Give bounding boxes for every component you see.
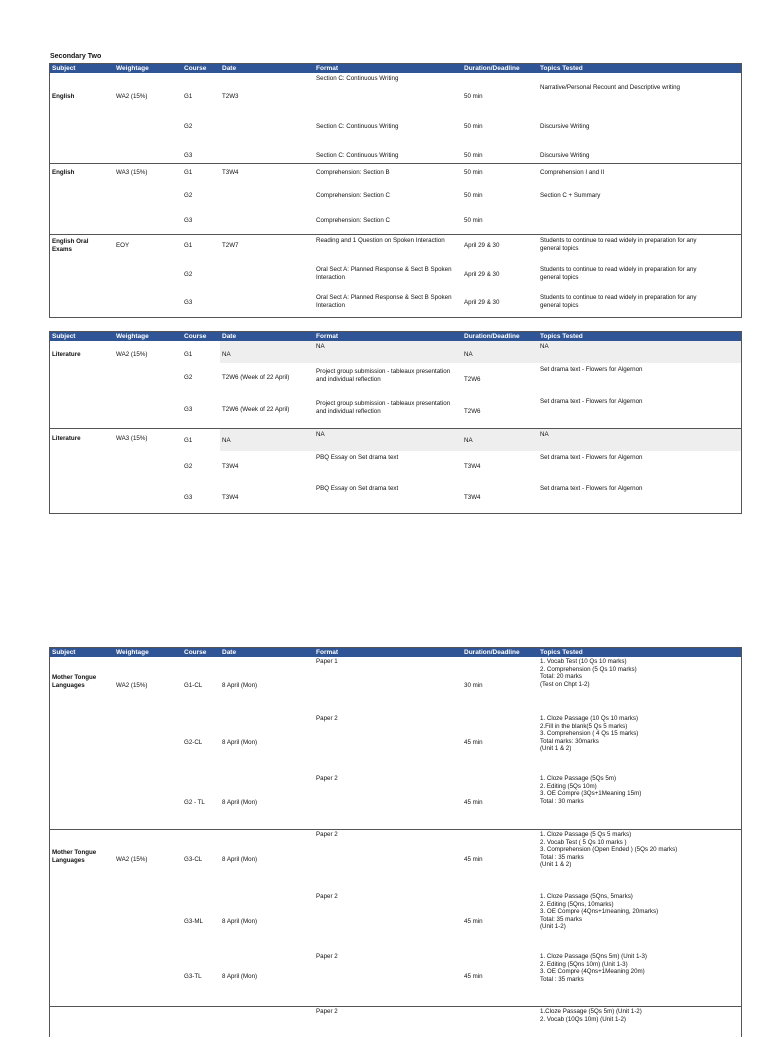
course-cell: G1 (184, 242, 193, 249)
course-cell: G3 (184, 217, 193, 224)
header-format: Format (316, 65, 339, 72)
topics-cell: NA (540, 431, 549, 438)
topic-line: 2. Editing (5Qs 10m) (540, 782, 597, 790)
duration-cell: T3W4 (464, 494, 481, 501)
subject-cell: Mother Tongue Languages (52, 674, 97, 689)
date-cell: T2W3 (222, 93, 239, 100)
course-cell: G1 (184, 351, 193, 358)
topic-line: 2.Fill in the blank(5 Qs 5 marks) (540, 722, 628, 730)
topic-line: 2. Vocab (10Qs 10m) (Unit 1-2) (540, 1015, 626, 1023)
course-cell: G3 (184, 299, 193, 306)
course-cell: G2 (184, 271, 193, 278)
topics-cell: Set drama text - Flowers for Algernon (540, 398, 643, 405)
header-topics: Topics Tested (540, 333, 583, 340)
topic-line: Total: 35 marks (540, 915, 582, 923)
duration-cell: April 29 & 30 (464, 242, 500, 249)
header-duration: Duration/Deadline (464, 65, 520, 72)
table-row (50, 953, 741, 1003)
table-row (50, 893, 741, 948)
duration-cell: 45 min (464, 799, 483, 806)
date-cell: 8 April (Mon) (222, 918, 258, 925)
topic-line: Total : 30 marks (540, 797, 584, 805)
topics-cell (540, 715, 740, 753)
table-row (50, 658, 741, 713)
format-cell: Comprehension: Section C (316, 192, 390, 199)
topics-cell: Set drama text - Flowers for Algernon (540, 366, 643, 373)
format-cell: PBQ Essay on Set drama text (316, 485, 399, 492)
course-cell: G2 (184, 374, 193, 381)
topic-line: 3. OE Compre (4Qns+1Meaning 20m) (540, 968, 645, 976)
topics-cell: Section C + Summary (540, 192, 601, 199)
subject-cell: English Oral Exams (52, 238, 89, 253)
header-subject: Subject (52, 649, 76, 656)
course-cell: G1 (184, 93, 193, 100)
topics-cell: Comprehension I and II (540, 169, 605, 176)
format-cell: PBQ Essay on Set drama text (316, 454, 399, 461)
topic-line: (Test on Chpt 1-2) (540, 680, 590, 688)
header-duration: Duration/Deadline (464, 333, 520, 340)
header-format: Format (316, 333, 339, 340)
topics-cell: Set drama text - Flowers for Algernon (540, 454, 643, 461)
topic-line: 2. Comprehension (5 Qs 10 marks) (540, 665, 637, 673)
topics-cell: Discursive Writing (540, 123, 590, 130)
course-cell: G3 (184, 494, 193, 501)
date-cell: 8 April (Mon) (222, 973, 258, 980)
date-cell: 8 April (Mon) (222, 799, 258, 806)
duration-cell: T3W4 (464, 463, 481, 470)
duration-cell: 45 min (464, 973, 483, 980)
mtl-group-1 (50, 657, 741, 829)
duration-cell: 45 min (464, 918, 483, 925)
topic-line: Total : 35 marks (540, 975, 584, 983)
format-cell: Paper 2 (316, 893, 338, 900)
header-subject: Subject (52, 65, 76, 72)
duration-cell: 50 min (464, 217, 483, 224)
course-cell: G1-CL (184, 682, 203, 689)
table-row (50, 831, 741, 886)
topics-cell: Set drama text - Flowers for Algernon (540, 485, 643, 492)
format-cell: Section C: Continuous Writing (316, 123, 399, 130)
topic-line: 1. Cloze Passage (5Qs 5m) (540, 775, 616, 782)
topic-line: 2. Editing (5Qns 10m) (Unit 1-3) (540, 960, 628, 968)
literature-wa3-group (50, 428, 741, 513)
literature-wa2-group (50, 341, 741, 428)
duration-cell: T2W6 (464, 408, 481, 415)
subject-cell: Literature (52, 435, 81, 442)
duration-cell: April 29 & 30 (464, 271, 500, 278)
date-cell: NA (222, 351, 231, 358)
english-wa2-group (50, 73, 741, 163)
header-weightage: Weightage (116, 65, 149, 72)
weightage-cell: WA3 (15%) (116, 169, 148, 176)
header-duration: Duration/Deadline (464, 649, 520, 656)
duration-cell: 50 min (464, 192, 483, 199)
topic-line: (Unit 1 & 2) (540, 861, 572, 869)
topic-line: (Unit 1-2) (540, 923, 566, 931)
topics-cell: Discursive Writing (540, 152, 590, 159)
course-cell: G3 (184, 406, 193, 413)
format-cell: Reading and 1 Question on Spoken Interaction (316, 237, 445, 244)
subject-cell: English (52, 93, 75, 100)
table-header (50, 648, 741, 657)
table-row (50, 715, 741, 770)
topics-cell: Narrative/Personal Recount and Descriptive writing (540, 84, 680, 91)
date-cell: 8 April (Mon) (222, 739, 258, 746)
course-cell: G2 - TL (184, 799, 205, 806)
english-oral-group (50, 234, 741, 319)
topics-cell: Students to continue to read widely in preparation for any general topics (540, 237, 697, 252)
topics-cell (540, 831, 740, 869)
header-course: Course (184, 65, 207, 72)
course-cell: G3-ML (184, 918, 203, 925)
weightage-cell: WA2 (15%) (116, 351, 148, 358)
format-cell: Paper 2 (316, 715, 338, 722)
weightage-cell: WA3 (15%) (116, 435, 148, 442)
header-topics: Topics Tested (540, 65, 583, 72)
weightage-cell: WA2 (15%) (116, 93, 148, 100)
duration-cell: 50 min (464, 152, 483, 159)
header-weightage: Weightage (116, 333, 149, 340)
course-cell: G3-CL (184, 856, 203, 863)
date-cell: NA (222, 437, 231, 444)
header-weightage: Weightage (116, 649, 149, 656)
header-course: Course (184, 649, 207, 656)
mtl-group-3 (50, 1006, 741, 1047)
format-cell: Paper 2 (316, 775, 338, 782)
topic-line: 1. Cloze Passage (5Qns, 5marks) (540, 893, 633, 900)
topic-line: 3. OE Compre (4Qns+1meaning, 20marks) (540, 908, 659, 916)
course-cell: G3 (184, 152, 193, 159)
weightage-cell: WA2 (15%) (116, 682, 148, 689)
subject-cell: Literature (52, 351, 81, 358)
literature-table (49, 331, 742, 514)
date-cell: T3W4 (222, 463, 239, 470)
topic-line: 3. OE Compre (3Qs+1Meaning 15m) (540, 790, 642, 798)
course-cell: G2 (184, 123, 193, 130)
topics-cell (540, 775, 740, 805)
format-cell: Paper 1 (316, 658, 338, 665)
format-cell: Oral Sect A: Planned Response & Sect B Spoken Interaction (316, 294, 452, 309)
topic-line: 1. Cloze Passage (5Qns 5m) (Unit 1-3) (540, 953, 647, 960)
header-subject: Subject (52, 333, 76, 340)
format-cell: Paper 2 (316, 953, 338, 960)
english-wa3-group (50, 163, 741, 234)
topic-line: Total: 20 marks (540, 673, 582, 681)
topics-cell: Students to continue to read widely in preparation for any general topics (540, 266, 697, 281)
topic-line: 1. Cloze Passage (5 Qs 5 marks) (540, 831, 632, 838)
format-cell: Paper 2 (316, 1008, 338, 1015)
duration-cell: 45 min (464, 739, 483, 746)
subject-cell: Mother Tongue Languages (52, 849, 97, 864)
topic-line: 1. Vocab Test (10 Qs 10 marks) (540, 658, 627, 665)
topics-cell: NA (540, 343, 549, 350)
format-cell: NA (316, 431, 325, 438)
date-cell: 8 April (Mon) (222, 856, 258, 863)
weightage-cell: WA2 (15%) (116, 856, 148, 863)
topics-cell: Students to continue to read widely in preparation for any general topics (540, 294, 697, 309)
topic-line: 3. Comprehension (Open Ended ) (5Qs 20 marks) (540, 846, 678, 854)
format-cell: Oral Sect A: Planned Response & Sect B Spoken Interaction (316, 266, 452, 281)
topic-line: Total marks: 30marks (540, 737, 599, 745)
subject-cell: English (52, 169, 75, 176)
date-cell: T2W6 (Week of 22 April) (222, 406, 290, 413)
format-cell: Paper 2 (316, 831, 338, 838)
topic-line: 1. Cloze Passage (10 Qs 10 marks) (540, 715, 639, 722)
format-cell: Project group submission - tableaux presentation and individual reflection (316, 368, 451, 383)
duration-cell: 50 min (464, 93, 483, 100)
page-title: Secondary Two (50, 53, 102, 60)
duration-cell: NA (464, 437, 473, 444)
format-cell: Comprehension: Section C (316, 217, 390, 224)
format-cell: Project group submission - tableaux presentation and individual reflection (316, 400, 451, 415)
course-cell: G2 (184, 192, 193, 199)
topics-cell (540, 953, 740, 983)
duration-cell: 45 min (464, 856, 483, 863)
duration-cell: 50 min (464, 169, 483, 176)
table-row (50, 775, 741, 825)
format-cell: Comprehension: Section B (316, 169, 390, 176)
course-cell: G2-CL (184, 739, 203, 746)
topics-cell (540, 1008, 740, 1023)
topic-line: 3. Comprehension ( 4 Qs 15 marks) (540, 730, 639, 738)
topic-line: 2. Vocab Test ( 5 Qs 10 marks ) (540, 838, 627, 846)
date-cell: T2W6 (Week of 22 April) (222, 374, 290, 381)
header-date: Date (222, 65, 237, 72)
table-header (50, 64, 741, 73)
mtl-group-2 (50, 829, 741, 1006)
topics-cell (540, 893, 740, 931)
format-cell: NA (316, 343, 325, 350)
topic-line: Total : 35 marks (540, 853, 584, 861)
duration-cell: 30 min (464, 682, 483, 689)
format-cell: Section C: Continuous Writing (316, 152, 399, 159)
topic-line: 1.Cloze Passage (5Qs 5m) (Unit 1-2) (540, 1008, 642, 1015)
header-course: Course (184, 333, 207, 340)
topics-cell (540, 658, 740, 688)
header-date: Date (222, 333, 237, 340)
topic-line: 2. Editing (5Qns, 10marks) (540, 900, 614, 908)
duration-cell: T2W6 (464, 376, 481, 383)
course-cell: G3-TL (184, 973, 202, 980)
course-cell: G1 (184, 437, 193, 444)
table-header (50, 332, 741, 341)
header-date: Date (222, 649, 237, 656)
date-cell: T2W7 (222, 242, 239, 249)
english-table (49, 63, 742, 318)
format-cell: Section C: Continuous Writing (316, 75, 399, 82)
date-cell: 8 April (Mon) (222, 682, 258, 689)
mother-tongue-table (49, 647, 742, 1037)
course-cell: G1 (184, 169, 193, 176)
date-cell: T3W4 (222, 169, 239, 176)
weightage-cell: EOY (116, 242, 130, 249)
course-cell: G2 (184, 463, 193, 470)
header-topics: Topics Tested (540, 649, 583, 656)
duration-cell: April 29 & 30 (464, 299, 500, 306)
date-cell: T3W4 (222, 494, 239, 501)
topic-line: (Unit 1 & 2) (540, 745, 572, 753)
duration-cell: 50 min (464, 123, 483, 130)
header-format: Format (316, 649, 339, 656)
duration-cell: NA (464, 351, 473, 358)
